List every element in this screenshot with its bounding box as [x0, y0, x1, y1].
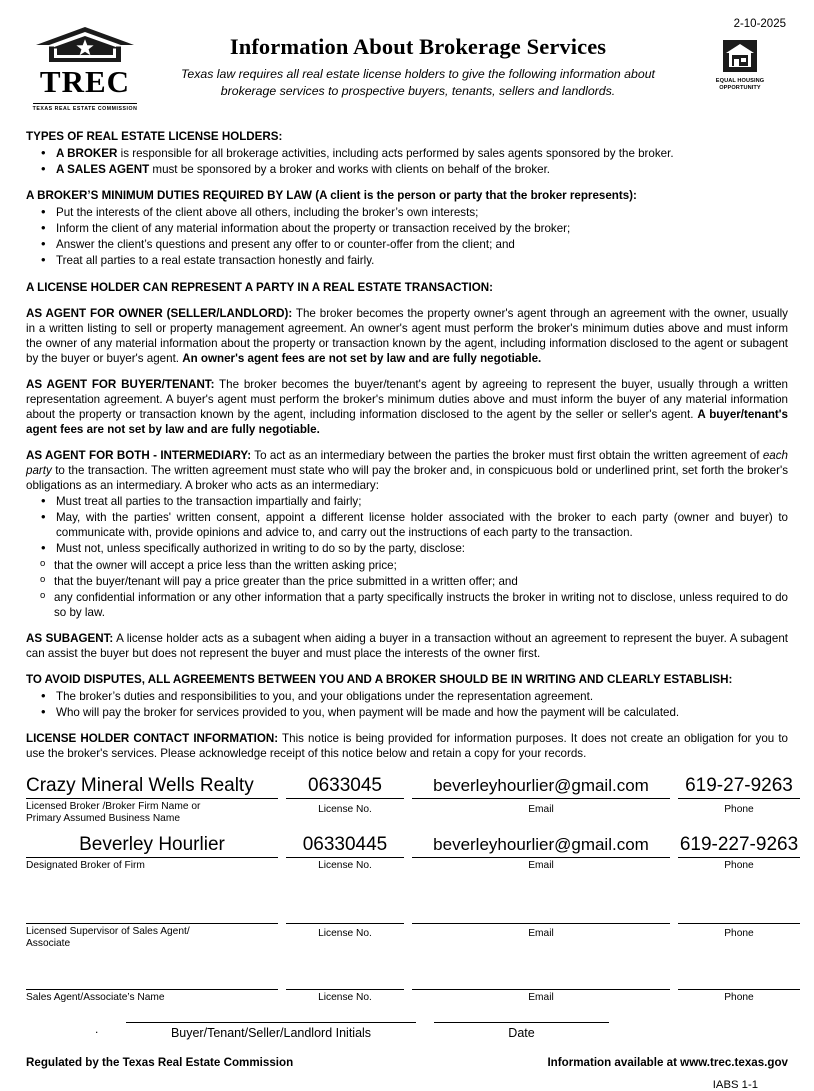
sales-agent-license-value[interactable]: [286, 964, 404, 990]
designated-broker-license-label: License No.: [318, 859, 372, 871]
supervisor-phone-field[interactable]: [678, 898, 800, 924]
list-item: • Answer the client’s questions and present any offer to or counter-offer from the client; and: [54, 237, 788, 252]
paragraph-lead: AS AGENT FOR OWNER (SELLER/LANDLORD):: [26, 306, 293, 320]
page-subtitle-line-2: brokerage services to prospective buyers, tenants, sellers and landlords.: [220, 83, 616, 98]
form-labels-sales-agent: [26, 990, 788, 1014]
broker-firm-name-label-line-1: Licensed Broker /Broker Firm Name or: [26, 801, 201, 813]
designated-broker-license-value[interactable]: 06330445: [286, 832, 404, 858]
supervisor-email-field[interactable]: [412, 898, 670, 924]
sub-list-item: o that the buyer/tenant will pay a price greater than the price submitted in a written offer; and: [54, 574, 788, 589]
list-item: • The broker’s duties and responsibilities to you, and your obligations under the representation agreement.: [54, 689, 788, 704]
supervisor-name-label-line-2: Associate: [26, 937, 71, 949]
bullet-lead: A SALES AGENT: [56, 163, 150, 177]
broker-firm-email-value[interactable]: beverleyhourlier@gmail.com: [412, 773, 670, 799]
license-holder-types-list: [26, 146, 788, 177]
supervisor-name-field[interactable]: [26, 898, 278, 924]
initials-field[interactable]: Buyer/Tenant/Seller/Landlord Initials: [126, 1022, 416, 1040]
section-contact-information: [26, 731, 788, 761]
list-item: • Treat all parties to a real estate transaction honestly and fairly.: [54, 253, 788, 268]
document-body: [26, 129, 788, 761]
list-item: • Put the interests of the client above all others, including the broker’s own interests;: [54, 205, 788, 220]
section-minimum-duties: [26, 188, 788, 268]
bullet-lead: A BROKER: [56, 147, 118, 161]
broker-firm-phone-label: Phone: [724, 803, 754, 815]
supervisor-email-label: Email: [528, 928, 554, 940]
trec-house-icon: [33, 26, 137, 68]
paragraph-lead: AS AGENT FOR BUYER/TENANT:: [26, 377, 215, 391]
footer-form-id: IABS 1-1: [712, 1079, 758, 1091]
list-item: • Must not, unless specifically authorized in writing to do so by the party, disclose:: [54, 541, 788, 556]
paragraph-italic: each party: [26, 449, 788, 478]
form-row-broker-firm: [26, 773, 793, 799]
header-right: [692, 18, 788, 94]
minimum-duties-list: [26, 205, 788, 268]
paragraph-lead: AS SUBAGENT:: [26, 631, 114, 645]
section-agent-for-buyer: [26, 377, 788, 437]
broker-firm-license-field[interactable]: [286, 773, 404, 799]
page-subtitle-line-1: Texas law requires all real estate license holders to give the following information about: [181, 67, 655, 81]
form-labels-supervisor: [26, 924, 788, 950]
list-item: • May, with the parties' written consent, appoint a different license holder associated with the broker to each party (owner and buyer) to communicate with, provide opinions and advice to, and carry out the instructions of each party to the transaction.: [54, 510, 788, 540]
sales-agent-phone-value[interactable]: [678, 964, 800, 990]
section-heading: TYPES OF REAL ESTATE LICENSE HOLDERS:: [26, 130, 283, 143]
sales-agent-name-label-line-1: Sales Agent/Associate’s Name: [26, 992, 165, 1004]
broker-firm-name-label: [26, 799, 278, 825]
sales-agent-email-value[interactable]: [412, 964, 670, 990]
supervisor-phone-label: Phone: [724, 928, 754, 940]
broker-firm-license-label: License No.: [318, 803, 372, 815]
header-center: [144, 22, 692, 99]
sales-agent-name-field[interactable]: [26, 964, 278, 990]
section-subagent: [26, 631, 788, 661]
broker-firm-license-value[interactable]: 0633045: [286, 773, 404, 799]
paragraph-body-part-1: To act as an intermediary between the parties the broker must first obtain the written agreement of: [251, 449, 763, 463]
section-avoid-disputes: [26, 672, 788, 720]
sales-agent-name-label: [26, 990, 278, 1014]
trec-agency-name: TEXAS REAL ESTATE COMMISSION: [33, 103, 138, 112]
list-item: • Who will pay the broker for services provided to you, when payment will be made and how the payment will be calculated.: [54, 705, 788, 720]
eho-label-line-1: EQUAL HOUSING: [715, 78, 765, 84]
contact-information-form: [26, 773, 799, 1041]
broker-firm-email-label: Email: [528, 803, 554, 815]
section-agent-for-owner: [26, 306, 788, 366]
designated-broker-name-field[interactable]: [26, 832, 278, 858]
form-row-sales-agent: [26, 964, 788, 990]
supervisor-phone-value[interactable]: [678, 898, 800, 924]
paragraph-body: The broker becomes the property owner's agent through an agreement with the owner, usually in a written listing to sell or property management agreement. An owner's agent must perform the broker's minimum duties above and must inform the owner of any material information about the property or transaction known by the agent, including information disclosed to the agent or subagent by the buyer or buyer's agent.: [26, 306, 788, 365]
stray-dot: .: [95, 1022, 99, 1037]
list-item: • Must treat all parties to the transaction impartially and fairly;: [54, 494, 788, 509]
footer-regulator: Regulated by the Texas Real Estate Commission: [26, 1056, 294, 1070]
sales-agent-name-value[interactable]: [26, 964, 278, 990]
sub-list-item: o any confidential information or any other information that a party specifically instructs the broker in writing not to disclose, unless required to do so by law.: [54, 590, 788, 620]
document-footer: [26, 1056, 788, 1069]
form-labels-broker-firm: [26, 799, 788, 825]
section-heading: A BROKER’S MINIMUM DUTIES REQUIRED BY LAW (A client is the person or party that the broker represents):: [26, 189, 637, 203]
form-row-supervisor: [26, 898, 788, 924]
sales-agent-phone-field[interactable]: [678, 964, 800, 990]
document-date: 2-10-2025: [733, 18, 786, 30]
paragraph-bold-tail: A buyer/tenant's agent fees are not set by law and are fully negotiable.: [26, 407, 788, 436]
designated-broker-email-value[interactable]: beverleyhourlier@gmail.com: [412, 832, 670, 858]
eho-label-line-2: OPPORTUNITY: [719, 85, 761, 92]
initials-date-row: [26, 1022, 788, 1040]
paragraph-body: The broker becomes the buyer/tenant's agent by agreeing to represent the buyer, usually through a written representation agreement. A buyer's agent must perform the broker's minimum duties above and must inform the buyer of any material information about the property or transaction known by the agent, including information disclosed to the agent by the seller or seller's agent.: [26, 377, 789, 421]
section-heading: A LICENSE HOLDER CAN REPRESENT A PARTY IN A REAL ESTATE TRANSACTION:: [26, 280, 493, 294]
equal-housing-opportunity: [716, 40, 764, 92]
sub-list-item: o that the owner will accept a price less than the written asking price;: [54, 558, 788, 573]
designated-broker-phone-label: Phone: [724, 859, 754, 871]
list-item: • A BROKER is responsible for all brokerage activities, including acts performed by sales agents sponsored by the broker.: [54, 146, 788, 161]
page-title: Information About Brokerage Services: [229, 34, 607, 59]
form-row-designated-broker: [26, 832, 799, 858]
designated-broker-name-label-line-1: Designated Broker of Firm: [26, 859, 145, 871]
sales-agent-license-field[interactable]: [286, 964, 404, 990]
supervisor-name-label: [26, 924, 278, 950]
sales-agent-email-label: Email: [528, 992, 554, 1004]
supervisor-email-value[interactable]: [412, 898, 670, 924]
paragraph-lead: LICENSE HOLDER CONTACT INFORMATION:: [26, 732, 279, 746]
paragraph-body: A license holder acts as a subagent when aiding a buyer in a transaction without an agreement to represent the buyer. A subagent can assist the buyer but does not represent the buyer and must place the interests of the owner first.: [26, 631, 789, 660]
broker-firm-phone-field[interactable]: [678, 773, 800, 799]
broker-firm-name-field[interactable]: [26, 773, 278, 799]
section-heading: TO AVOID DISPUTES, ALL AGREEMENTS BETWEEN YOU AND A BROKER SHOULD BE IN WRITING AND CLEARLY ESTABLISH:: [26, 672, 733, 686]
paragraph-bold-tail: An owner's agent fees are not set by law and are fully negotiable.: [182, 351, 542, 365]
designated-broker-name-label: [26, 858, 278, 882]
broker-firm-email-field[interactable]: [412, 773, 670, 799]
designated-broker-phone-field[interactable]: [678, 832, 800, 858]
supervisor-license-value[interactable]: [286, 898, 404, 924]
intermediary-sublist: [26, 558, 788, 620]
sales-agent-license-label: License No.: [318, 992, 372, 1004]
supervisor-license-field[interactable]: [286, 898, 404, 924]
section-representation-heading: [26, 280, 788, 295]
supervisor-license-label: License No.: [318, 928, 372, 940]
paragraph-body-part-2: to the transaction. The written agreement must state who will pay the broker and, in conspicuous bold or underlined print, set forth the broker's obligations as an intermediary. A broker who acts as an intermediary:: [26, 464, 788, 493]
section-intermediary: [26, 448, 788, 620]
intermediary-paragraph: [26, 448, 788, 493]
trec-wordmark: TREC: [39, 64, 131, 99]
sales-agent-email-field[interactable]: [412, 964, 670, 990]
paragraph-lead: AS AGENT FOR BOTH - INTERMEDIARY:: [26, 449, 252, 463]
form-labels-designated-broker: [26, 858, 788, 882]
sales-agent-phone-label: Phone: [724, 992, 754, 1004]
date-field[interactable]: Date: [434, 1022, 609, 1040]
designated-broker-name-value[interactable]: Beverley Hourlier: [26, 832, 278, 858]
list-item: • A SALES AGENT must be sponsored by a broker and works with clients on behalf of the broker.: [54, 162, 788, 177]
broker-firm-name-label-line-2: Primary Assumed Business Name: [26, 813, 180, 825]
list-item: • Inform the client of any material information about the property or transaction received by the broker;: [54, 221, 788, 236]
supervisor-name-value[interactable]: [26, 898, 278, 924]
section-license-holder-types: [26, 129, 788, 177]
equal-housing-icon: [723, 40, 757, 72]
paragraph-body: This notice is being provided for information purposes. It does not create an obligation for you to use the broker's services. Please acknowledge receipt of this notice below and retain a copy for your records.: [26, 732, 788, 761]
document-header: [26, 18, 788, 115]
intermediary-list: [26, 494, 788, 556]
designated-broker-phone-value[interactable]: 619-227-9263: [678, 832, 800, 858]
broker-firm-phone-value[interactable]: 619-27-9263: [678, 773, 800, 799]
trec-logo: [26, 22, 144, 115]
supervisor-name-label-line-1: Licensed Supervisor of Sales Agent/: [26, 925, 190, 937]
designated-broker-license-field[interactable]: [286, 832, 404, 858]
broker-firm-name-value[interactable]: Crazy Mineral Wells Realty: [26, 773, 278, 799]
designated-broker-email-label: Email: [528, 859, 554, 871]
avoid-disputes-list: [26, 689, 788, 720]
footer-website: Information available at www.trec.texas.gov: [547, 1056, 788, 1070]
designated-broker-email-field[interactable]: [412, 832, 670, 858]
